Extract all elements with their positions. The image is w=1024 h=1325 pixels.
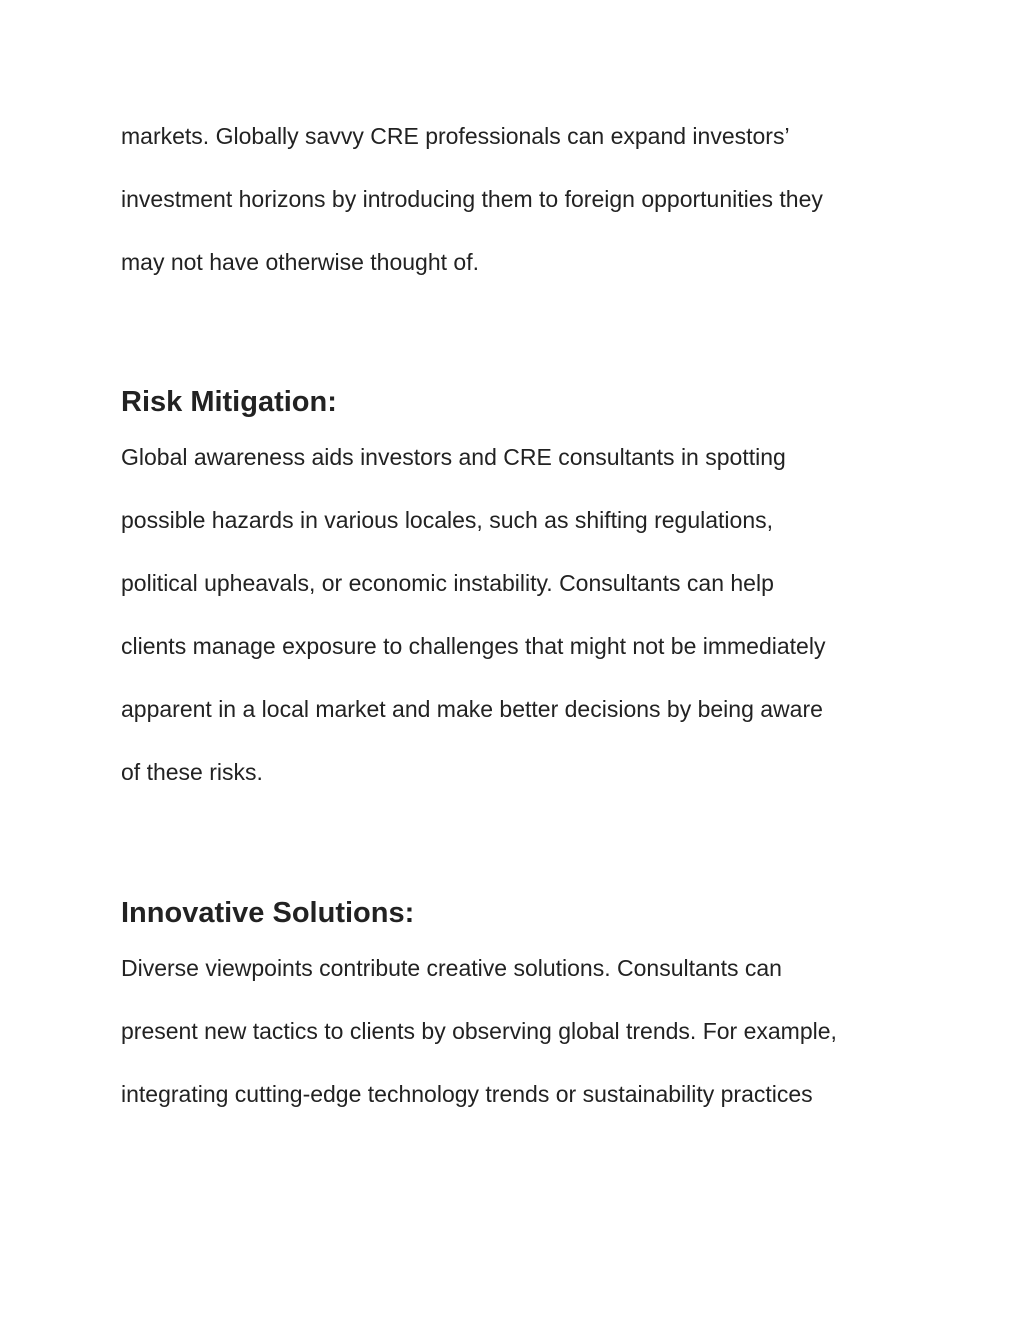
paragraph-line: present new tactics to clients by observing global trends. For example, [121,1018,837,1044]
paragraph-line: may not have otherwise thought of. [121,249,479,275]
paragraph-line: of these risks. [121,759,263,785]
paragraph-line: Diverse viewpoints contribute creative solutions. Consultants can [121,955,782,981]
paragraph-line: markets. Globally savvy CRE professionals can expand investors’ [121,123,790,149]
paragraph-line: apparent in a local market and make better decisions by being aware [121,696,823,722]
section-heading: Risk Mitigation: [121,386,337,418]
paragraph-line: integrating cutting-edge technology trends or sustainability practices [121,1081,813,1107]
paragraph-line: political upheavals, or economic instability. Consultants can help [121,570,774,596]
paragraph-line: investment horizons by introducing them to foreign opportunities they [121,186,823,212]
section-heading: Innovative Solutions: [121,897,415,929]
paragraph-line: clients manage exposure to challenges that might not be immediately [121,633,826,659]
paragraph-line: possible hazards in various locales, such as shifting regulations, [121,507,774,533]
paragraph-line: Global awareness aids investors and CRE consultants in spotting [121,444,786,470]
